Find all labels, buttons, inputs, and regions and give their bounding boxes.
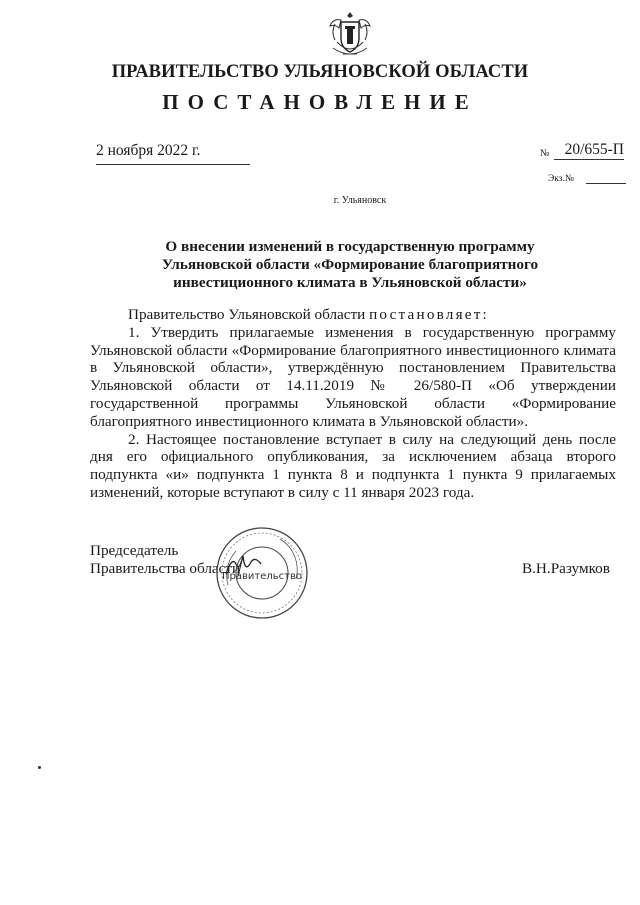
lead-paragraph <box>90 306 616 324</box>
document-body <box>90 306 616 502</box>
stamp-text: Правительство <box>222 571 302 582</box>
document-subject: О внесении изменений в государственную программу Ульяновской области «Формирование благоприятного инвестиционного климата в Ульяновской области» <box>161 238 539 291</box>
signer-title-line1: Председатель <box>90 542 179 559</box>
scan-speck <box>38 766 41 769</box>
city: г. Ульяновск <box>333 195 387 206</box>
paragraph-1: 1. Утвердить прилагаемые изменения в государственную программу Ульяновской области «Формирование благоприятного инвестиционного климата в Ульяновской области», утверждённую постановлением Правительства Ульяновской области от 14.11.2019 № 26/580-П «Об утверждении государственной программы Ульяновской области «Формирование благоприятного инвестиционного климата в Ульяновской области». <box>90 323 616 430</box>
signer-title-line2: Правительства области <box>90 560 241 577</box>
copy-number-line <box>586 183 626 184</box>
coat-of-arms-icon <box>327 8 373 60</box>
lead-verb: постановляет: <box>369 306 489 323</box>
date-underline <box>96 164 250 165</box>
copy-number-label: Экз.№ <box>548 174 574 184</box>
document-date: 2 ноября 2022 г. <box>96 142 201 159</box>
paragraph-2: 2. Настоящее постановление вступает в силу на следующий день после дня его официального опубликования, за исключением абзаца второго подпункта «и» подпункта 1 пункта 8 и подпункта 1 пункта 9 прилагаемых изменений, которые вступают в силу с 11 января 2023 года. <box>90 430 616 501</box>
organization-title: ПРАВИТЕЛЬСТВО УЛЬЯНОВСКОЙ ОБЛАСТИ <box>111 62 529 82</box>
document-type-title: ПОСТАНОВЛЕНИЕ <box>162 90 478 114</box>
handwritten-signature <box>224 552 264 580</box>
number-label: № <box>540 148 550 159</box>
signer-name: В.Н.Разумков <box>522 560 610 577</box>
document-number: 20/655-П <box>554 141 624 160</box>
lead-prefix: Правительство Ульяновской области <box>128 306 370 323</box>
